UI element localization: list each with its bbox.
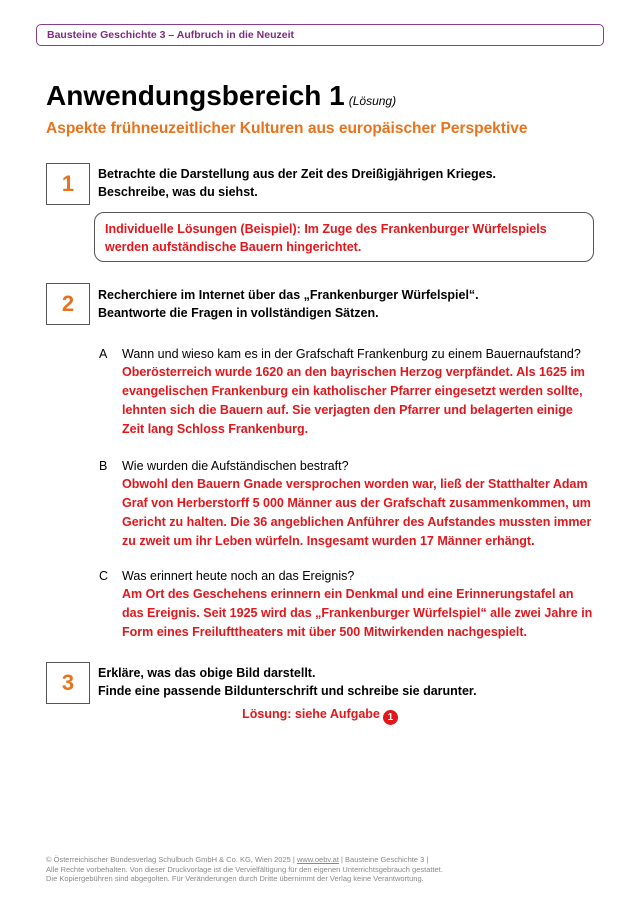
task-2-line-2: Beantworte die Fragen in vollständigen Sätzen. bbox=[98, 306, 379, 320]
task-1-line-2: Beschreibe, was du siehst. bbox=[98, 185, 258, 199]
task-2-instruction bbox=[98, 286, 479, 322]
question-c-letter: C bbox=[99, 569, 109, 583]
task-3-solution bbox=[0, 707, 640, 725]
publisher-link[interactable]: www.oebv.at bbox=[296, 855, 339, 864]
question-b-answer: Obwohl den Bauern Gnade versprochen worden war, ließ der Statthalter Adam Graf von Herberstorff 5 000 Männer aus der Grafschaft zusammenkommen, um Gericht zu halten. Die 36 angeblichen Anführer des Aufstandes mussten immer zu zweit um ihr Leben würfeln. Insgesamt wurden 17 Männer erhängt. bbox=[122, 477, 592, 548]
footer-line-1 bbox=[46, 855, 443, 865]
solution-reference-badge: 1 bbox=[383, 710, 398, 725]
task-3-line-1: Erkläre, was das obige Bild darstellt. bbox=[98, 666, 316, 680]
page-subtitle: Aspekte frühneuzeitlicher Kulturen aus europäischer Perspektive bbox=[46, 120, 528, 137]
copyright-footer bbox=[46, 855, 443, 884]
task-3-instruction bbox=[98, 664, 477, 700]
task-number-2: 2 bbox=[46, 283, 90, 325]
task-1-line-1: Betrachte die Darstellung aus der Zeit des Dreißigjährigen Krieges. bbox=[98, 167, 497, 181]
question-a-answer: Oberösterreich wurde 1620 an den bayrischen Herzog verpfändet. Als 1625 im evangelischen Frankenburg ein katholischer Pfarrer eingesetzt werden sollte, lehnten sich die Bauern auf. Sie verjagten den Pfarrer und belagerten einige Zeit lang Schloss Frankenburg. bbox=[122, 365, 585, 436]
question-a-letter: A bbox=[99, 347, 108, 361]
question-a-text: Wann und wieso kam es in der Grafschaft Frankenburg zu einem Bauernaufstand? bbox=[122, 347, 581, 361]
footer-line-2: Alle Rechte vorbehalten. Von dieser Druckvorlage ist die Vervielfältigung für den eigenen Unterrichtsgebrauch gestattet. bbox=[46, 864, 443, 874]
task-2-line-1: Recherchiere im Internet über das „Frankenburger Würfelspiel“. bbox=[98, 288, 479, 302]
series-header: Bausteine Geschichte 3 – Aufbruch in die Neuzeit bbox=[36, 24, 604, 46]
task-number-1: 1 bbox=[46, 163, 90, 205]
task-3-line-2: Finde eine passende Bildunterschrift und schreibe sie darunter. bbox=[98, 684, 477, 698]
task-1-instruction bbox=[98, 165, 496, 201]
task-number-3: 3 bbox=[46, 662, 90, 704]
page-title bbox=[46, 80, 396, 117]
question-c-text: Was erinnert heute noch an das Ereignis? bbox=[122, 569, 355, 583]
title-note: (Lösung) bbox=[348, 94, 397, 108]
question-b-text: Wie wurden die Aufständischen bestraft? bbox=[122, 459, 349, 473]
task-1-answer-box: Individuelle Lösungen (Beispiel): Im Zuge des Frankenburger Würfelspiels werden aufständische Bauern hingerichtet. bbox=[94, 212, 594, 262]
question-b-letter: B bbox=[99, 459, 108, 473]
solution-text: Lösung: siehe Aufgabe bbox=[242, 707, 380, 721]
footer-series: | Bausteine Geschichte 3 | bbox=[341, 855, 429, 864]
question-c-answer: Am Ort des Geschehens erinnern ein Denkmal und eine Erinnerungstafel an das Ereignis. Seit 1925 wird das „Frankenburger Würfelspiel“ alle zwei Jahre in Form eines Freilufttheaters mit über 500 Mitwirkenden nachgespielt. bbox=[122, 587, 593, 639]
title-main: Anwendungsbereich 1 bbox=[46, 80, 345, 111]
footer-line-3: Die Kopiergebühren sind abgegolten. Für Veränderungen durch Dritte übernimmt der Verlag keine Verantwortung. bbox=[46, 874, 424, 883]
footer-copyright: © Österreichischer Bundesverlag Schulbuch GmbH & Co. KG, Wien 2025 | bbox=[46, 855, 295, 864]
